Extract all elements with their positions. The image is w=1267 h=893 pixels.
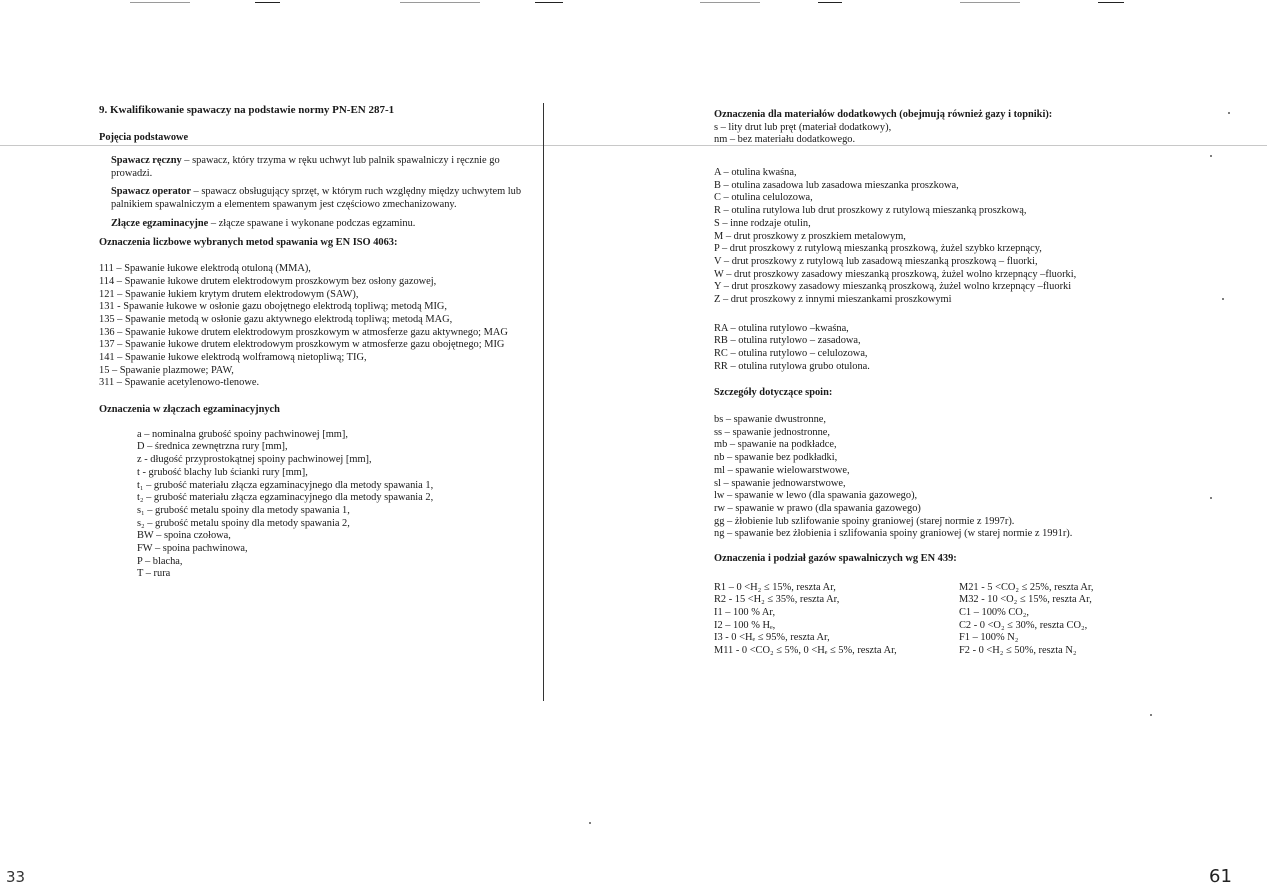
section-title: 9. Kwalifikowanie spawaczy na podstawie normy PN-EN 287-1 bbox=[99, 104, 395, 116]
joints-heading: Oznaczenia w złączach egzaminacyjnych bbox=[99, 404, 280, 416]
corner-mark-right: 61 bbox=[1209, 866, 1232, 887]
list-item: 136 – Spawanie łukowe drutem elektrodowym proszkowym w atmosferze gazu aktywnego; MAG bbox=[99, 326, 508, 338]
list-item: A – otulina kwaśna, bbox=[714, 167, 797, 179]
coatings-list bbox=[714, 167, 1144, 307]
list-item: P – drut proszkowy z rutylową mieszanką proszkową, żużel szybko krzepnący, bbox=[714, 243, 1042, 255]
right-column bbox=[714, 109, 1144, 658]
list-item: s – lity drut lub pręt (materiał dodatkowy), bbox=[714, 121, 892, 133]
list-item: D – średnica zewnętrzna rury [mm], bbox=[137, 441, 288, 453]
gas-cell: R2 - 15 <H₂ ≤ 35%, reszta Ar, bbox=[714, 594, 840, 606]
weld-details-list bbox=[714, 414, 1144, 541]
welding-methods-list bbox=[99, 263, 535, 390]
list-item: t₂ – grubość materiału złącza egzaminacyjnego dla metody spawania 2, bbox=[137, 492, 434, 504]
list-item: 131 - Spawanie łukowe w osłonie gazu obojętnego elektrodą topliwą; metodą MIG, bbox=[99, 301, 447, 313]
scan-speck bbox=[1228, 112, 1230, 114]
definition-manual-welder: Spawacz ręczny – spawacz, który trzyma w ręku uchwyt lub palnik spawalniczy i ręcznie go prowadzi. bbox=[111, 155, 500, 179]
list-item: mb – spawanie na podkładce, bbox=[714, 439, 837, 451]
filler-heading: Oznaczenia dla materiałów dodatkowych (obejmują również gazy i topniki): bbox=[714, 109, 1053, 120]
left-column bbox=[99, 104, 535, 581]
list-item: 114 – Spawanie łukowe drutem elektrodowym proszkowym bez osłony gazowej, bbox=[99, 275, 437, 287]
weld-details-heading: Szczegóły dotyczące spoin: bbox=[714, 387, 833, 399]
gas-cell: F1 – 100% N₂ bbox=[959, 632, 1019, 644]
corner-mark-left: 33 bbox=[6, 868, 26, 886]
gas-cell: M11 - 0 <CO₂ ≤ 5%, 0 <Hₑ ≤ 5%, reszta Ar, bbox=[714, 645, 897, 657]
list-item: 15 – Spawanie plazmowe; PAW, bbox=[99, 364, 234, 376]
list-item: t₁ – grubość materiału złącza egzaminacyjnego dla metody spawania 1, bbox=[137, 479, 434, 491]
gas-cell: C1 – 100% CO₂, bbox=[959, 607, 1030, 618]
list-item: z - długość przyprostokątnej spoiny pachwinowej [mm], bbox=[137, 454, 372, 466]
rutile-coatings-list bbox=[714, 323, 1144, 374]
list-item: 111 – Spawanie łukowe elektrodą otuloną (MMA), bbox=[99, 263, 311, 275]
filler-basic-list bbox=[714, 122, 1144, 147]
methods-heading: Oznaczenia liczbowe wybranych metod spawania wg EN ISO 4063: bbox=[99, 236, 398, 248]
list-item: R – otulina rutylowa lub drut proszkowy z rutylową mieszanką proszkową, bbox=[714, 205, 1027, 217]
definition-welding-operator: Spawacz operator – spawacz obsługujący sprzęt, w którym ruch względny między uchwytem lub palnikiem spawalniczym a elementem spawanym jest częściowo zmechanizowany. bbox=[111, 186, 522, 211]
list-item: C – otulina celulozowa, bbox=[714, 192, 813, 204]
list-item: RB – otulina rutylowo – zasadowa, bbox=[714, 335, 861, 347]
list-item: lw – spawanie w lewo (dla spawania gazowego), bbox=[714, 490, 918, 502]
list-item: RR – otulina rutylowa grubo otulona. bbox=[714, 360, 870, 372]
list-item: W – drut proszkowy zasadowy mieszanką proszkową, żużel wolno krzepnący –fluorki, bbox=[714, 268, 1077, 280]
list-item: S – inne rodzaje otulin, bbox=[714, 217, 811, 229]
scan-speck bbox=[589, 822, 591, 824]
list-item: nm – bez materiału dodatkowego. bbox=[714, 134, 856, 146]
list-item: 135 – Spawanie metodą w osłonie gazu aktywnego elektrodą topliwą; metodą MAG, bbox=[99, 313, 453, 325]
list-item: RC – otulina rutylowo – celulozowa, bbox=[714, 348, 868, 359]
scan-speck bbox=[1150, 714, 1152, 716]
list-item: RA – otulina rutylowo –kwaśna, bbox=[714, 322, 849, 334]
gas-cell: I1 – 100 % Ar, bbox=[714, 607, 776, 618]
joint-symbols-list bbox=[137, 429, 535, 581]
gases-heading: Oznaczenia i podział gazów spawalniczych wg EN 439: bbox=[714, 552, 957, 564]
definitions-list bbox=[111, 155, 535, 230]
column-divider bbox=[543, 103, 544, 701]
gas-cell: M21 - 5 <CO₂ ≤ 25%, reszta Ar, bbox=[959, 581, 1094, 593]
list-item: 311 – Spawanie acetylenowo-tlenowe. bbox=[99, 377, 260, 389]
list-item: ss – spawanie jednostronne, bbox=[714, 426, 831, 438]
list-item: rw – spawanie w prawo (dla spawania gazowego) bbox=[714, 502, 921, 514]
list-item: ml – spawanie wielowarstwowe, bbox=[714, 464, 850, 476]
scan-speck bbox=[1210, 497, 1212, 499]
list-item: s₂ – grubość metalu spoiny dla metody spawania 2, bbox=[137, 517, 350, 529]
list-item: BW – spoina czołowa, bbox=[137, 530, 231, 542]
concepts-heading: Pojęcia podstawowe bbox=[99, 132, 189, 144]
list-item: M – drut proszkowy z proszkiem metalowym, bbox=[714, 230, 906, 242]
gases-table bbox=[714, 582, 1144, 658]
list-item: Z – drut proszkowy z innymi mieszankami proszkowymi bbox=[714, 293, 952, 305]
list-item: a – nominalna grubość spoiny pachwinowej [mm], bbox=[137, 428, 348, 440]
list-item: 121 – Spawanie łukiem krytym drutem elektrodowym (SAW), bbox=[99, 288, 359, 300]
gas-cell: C2 - 0 <O₂ ≤ 30%, reszta CO₂, bbox=[959, 619, 1088, 631]
gas-cell: M32 - 10 <O₂ ≤ 15%, reszta Ar, bbox=[959, 594, 1092, 606]
list-item: sl – spawanie jednowarstwowe, bbox=[714, 477, 846, 489]
list-item: FW – spoina pachwinowa, bbox=[137, 542, 248, 554]
gas-cell: F2 - 0 <H₂ ≤ 50%, reszta N₂ bbox=[959, 645, 1077, 657]
gas-cell: I3 - 0 <Hₑ ≤ 95%, reszta Ar, bbox=[714, 632, 830, 644]
gas-cell: I2 – 100 % Hₑ, bbox=[714, 619, 776, 631]
gas-cell: R1 – 0 <H₂ ≤ 15%, reszta Ar, bbox=[714, 581, 836, 593]
list-item: s₁ – grubość metalu spoiny dla metody spawania 1, bbox=[137, 504, 350, 516]
list-item: Y – drut proszkowy zasadowy mieszanką proszkową, żużel wolno krzepnący –fluorki bbox=[714, 281, 1072, 293]
definition-test-joint: Złącze egzaminacyjne – złącze spawane i wykonane podczas egzaminu. bbox=[111, 217, 416, 229]
list-item: ng – spawanie bez żłobienia i szlifowania spoiny graniowej (w starej normie z 1991r). bbox=[714, 528, 1073, 540]
list-item: T – rura bbox=[137, 568, 171, 580]
scan-edge-artifacts bbox=[0, 0, 1267, 8]
list-item: V – drut proszkowy z rutylową lub zasadową mieszanką proszkową – fluorki, bbox=[714, 255, 1038, 267]
list-item: B – otulina zasadowa lub zasadowa mieszanka proszkowa, bbox=[714, 179, 959, 191]
scan-speck bbox=[1222, 298, 1224, 300]
scan-speck bbox=[1210, 155, 1212, 157]
list-item: 141 – Spawanie łukowe elektrodą wolframową nietopliwą; TIG, bbox=[99, 352, 367, 364]
list-item: 137 – Spawanie łukowe drutem elektrodowym proszkowym w atmosferze gazu obojętnego; MIG bbox=[99, 339, 505, 351]
list-item: nb – spawanie bez podkładki, bbox=[714, 452, 838, 464]
list-item: t - grubość blachy lub ścianki rury [mm], bbox=[137, 466, 308, 478]
list-item: gg – żłobienie lub szlifowanie spoiny graniowej (starej normie z 1997r). bbox=[714, 515, 1015, 527]
list-item: bs – spawanie dwustronne, bbox=[714, 414, 826, 426]
list-item: P – blacha, bbox=[137, 555, 183, 567]
